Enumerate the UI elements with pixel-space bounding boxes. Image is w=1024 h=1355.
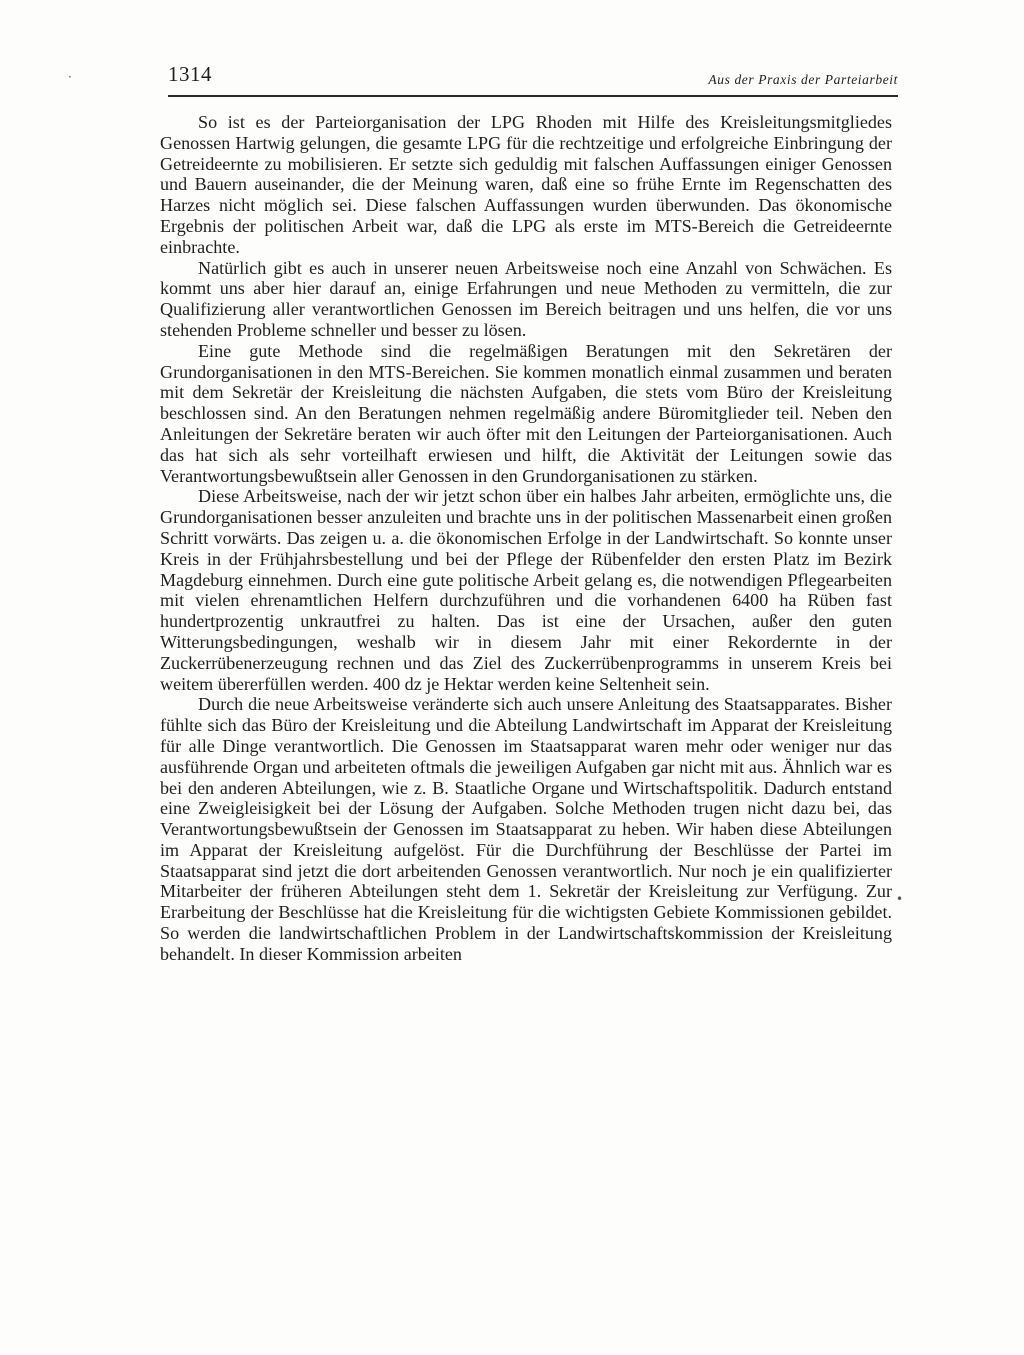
running-head: Aus der Praxis der Parteiarbeit <box>708 72 898 87</box>
paragraph-1: So ist es der Parteiorganisation der LPG Rhoden mit Hilfe des Kreisleitungsmitgliedes Genossen Hartwig gelungen, die gesamte LPG für die rechtzeitige und erfolgreiche Einbringung der Getreideernte zu mobilisieren. Er setzte sich geduldig mit falschen Auffassungen einiger Genossen und Bauern auseinander, die der Meinung waren, daß eine so frühe Ernte im Regenschatten des Harzes nicht möglich sei. Diese falschen Auffassungen wurden überwunden. Das ökonomische Ergebnis der politischen Arbeit war, daß die LPG als erste im MTS-Bereich die Getreideernte einbrachte. <box>160 112 892 257</box>
page-number: 1314 <box>168 62 212 86</box>
paragraph-3: Eine gute Methode sind die regelmäßigen Beratungen mit den Sekretären der Grundorganisationen in den MTS-Bereichen. Sie kommen monatlich einmal zusammen und beraten mit dem Sekretär der Kreisleitung die nächsten Aufgaben, die stets vom Büro der Kreisleitung beschlossen sind. An den Beratungen nehmen regelmäßig andere Büromitglieder teil. Neben den Anleitungen der Sekretäre beraten wir auch öfter mit den Leitungen der Parteiorganisationen. Auch das hat sich als sehr vorteilhaft erwiesen und hilft, die Aktivität der Leitungen sowie das Verantwortungsbewußtsein aller Genossen in den Grundorganisationen zu stärken. <box>160 340 892 486</box>
margin-speck: • <box>896 892 904 906</box>
body-text <box>160 112 892 965</box>
page-header <box>168 60 898 94</box>
paragraph-4: Diese Arbeitsweise, nach der wir jetzt schon über ein halbes Jahr arbeiten, ermöglichte uns, die Grundorganisationen besser anzuleiten und brachte uns in der politischen Massenarbeit einen großen Schritt vorwärts. Das zeigen u. a. die ökonomischen Erfolge in der Landwirtschaft. So konnte unser Kreis in der Frühjahrsbestellung und bei der Pflege der Rübenfelder den ersten Platz im Bezirk Magdeburg einnehmen. Durch eine gute politische Arbeit gelang es, die notwendigen Pflegearbeiten mit vielen ehrenamtlichen Helfern durchzuführen und die vorhandenen 6400 ha Rüben fast hundertprozentig unkrautfrei zu halten. Das ist eine der Ursachen, außer den guten Witterungsbedingungen, weshalb wir in diesem Jahr mit einer Rekordernte in der Zuckerrübenerzeugung rechnen und das Ziel des Zuckerrübenprogramms in unserem Kreis bei weitem übererfüllen werden. 400 dz je Hektar werden keine Seltenheit sein. <box>160 486 892 694</box>
margin-speck: · <box>68 70 72 84</box>
header-rule <box>168 95 898 97</box>
paragraph-5: Durch die neue Arbeitsweise veränderte sich auch unsere Anleitung des Staatsapparates. Bisher fühlte sich das Büro der Kreisleitung und die Abteilung Landwirtschaft im Apparat der Kreisleitung für alle Dinge verantwortlich. Die Genossen im Staatsapparat waren mehr oder weniger nur das ausführende Organ und arbeiteten oftmals die jeweiligen Aufgaben gar nicht mit aus. Ähnlich war es bei den anderen Abteilungen, wie z. B. Staatliche Organe und Wirtschaftspolitik. Dadurch entstand eine Zweigleisigkeit bei der Lösung der Aufgaben. Solche Methoden trugen nicht dazu bei, das Verantwortungsbewußtsein der Genossen im Staatsapparat zu heben. Wir haben diese Abteilungen im Apparat der Kreisleitung aufgelöst. Für die Durchführung der Beschlüsse der Partei im Staatsapparat sind jetzt die dort arbeitenden Genossen verantwortlich. Nur noch je ein qualifizierter Mitarbeiter der früheren Abteilungen steht dem 1. Sekretär der Kreisleitung zur Verfügung. Zur Erarbeitung der Beschlüsse hat die Kreisleitung für die wichtigsten Gebiete Kommissionen gebildet. So werden die landwirtschaftlichen Problem in der Landwirtschaftskommission der Kreisleitung behandelt. In dieser Kommission arbeiten <box>160 694 892 964</box>
paragraph-2: Natürlich gibt es auch in unserer neuen Arbeitsweise noch eine Anzahl von Schwächen. Es kommt uns aber hier darauf an, einige Erfahrungen und neue Methoden zu vermitteln, die zur Qualifizierung aller verantwortlichen Genossen im Bereich beitragen und uns helfen, die vor uns stehenden Probleme schneller und besser zu lösen. <box>160 257 892 340</box>
